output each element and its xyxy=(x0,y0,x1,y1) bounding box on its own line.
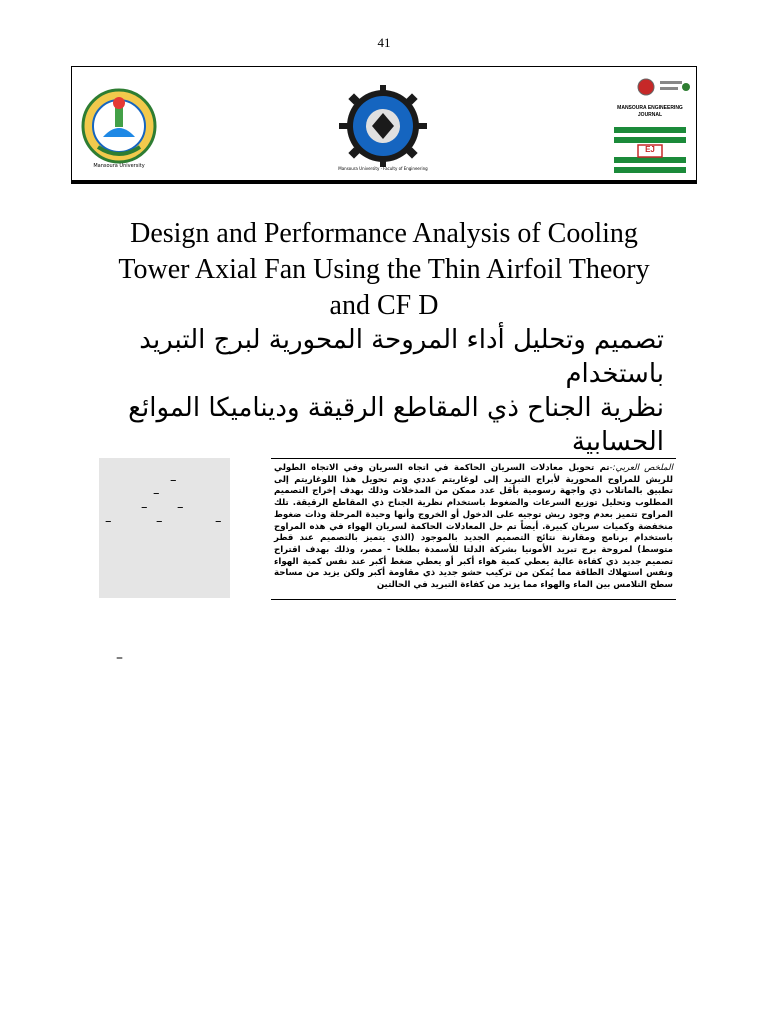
page-number: 41 xyxy=(377,35,391,50)
english-title xyxy=(70,216,698,324)
university-logo-icon xyxy=(78,81,160,171)
abstract-label: الملخص العربي:- xyxy=(609,463,674,473)
figure-mark: – xyxy=(177,500,184,515)
arabic-abstract xyxy=(271,458,676,600)
arabic-title-line-2: نظرية الجناح ذي المقاطع الرقيقة وديناميكا الموائع الحسابية xyxy=(128,393,664,457)
figure-mark: – xyxy=(105,514,112,529)
english-title-line-1: Design and Performance Analysis of Cooling xyxy=(130,218,638,249)
faculty-logo-text: Mansoura University · Faculty of Engineering xyxy=(338,166,428,171)
university-logo-text: Mansoura University xyxy=(93,163,145,169)
abstract-body xyxy=(271,459,676,592)
faculty-gear-logo-icon xyxy=(328,81,438,171)
journal-logo-block xyxy=(610,73,690,179)
journal-badge: EJ xyxy=(645,145,655,154)
journal-stripes-icon xyxy=(610,105,690,179)
english-title-line-2: Tower Axial Fan Using the Thin Airfoil Theory xyxy=(118,254,650,285)
figure-placeholder xyxy=(99,458,230,598)
figure-mark: – xyxy=(215,514,222,529)
english-title-line-3: and CF D xyxy=(329,290,439,321)
stray-mark: – xyxy=(116,650,123,666)
figure-mark: – xyxy=(156,514,163,529)
abstract-text: تم تحويل معادلات السريان الحاكمة في اتجاه السريان وفي الاتجاه الطولي للريش للمراوح المحورية لأبراج التبريد إلى لوغاريتم عددي وتم تحويل هذا اللوغاريتم إلى تطبيق بالماتلاب ذي واجهة رسومية بأقل عدد ممكن من المدخلات وذلك بهدف إخراج التصميم المطلوب وتحليل توزيع السرعات والضغوط باستخدام نظرية الجناح ذي المقاطع الرقيقة. تلك المراوح تتميز بعدم وجود ريش توجيه على الدخول أو الخروج وأنها وحيدة المرحلة وذات ضغوط منخفضة وكميات سريان كبيرة. أيضاً تم حل المعادلات الحاكمة لسريان الهواء في هذه المراوح باستخدام برنامج ومقارنة نتائج التصميم الجديد بالموجود (الذي يتميز بالتصميم عند قطر متوسط) لمروحة برج تبريد الأمونيا بشركة الدلتا للأسمدة بطلخا - مصر، وذلك بهدف اقتراح تصميم جديد ذي كفاءة عالية يعطي كمية هواء أكبر أو يعطي ضغط أكبر عند نفس كمية الهواء ونفس استهلاك الطاقة مما يُمكن من تركيب حشو جديد ذي مقاومة أكبر ولكن يزيد من مساحة سطح التلامس بين الماء والهواء مما يزيد من كفاءة التبريد في الحالتين xyxy=(274,463,673,591)
figure-mark: – xyxy=(141,500,148,515)
journal-emblem-icon xyxy=(610,73,690,101)
arabic-title-line-1: تصميم وتحليل أداء المروحة المحورية لبرج التبريد باستخدام xyxy=(139,325,664,389)
figure-mark: – xyxy=(153,486,160,501)
journal-name: MANSOURA ENGINEERING JOURNAL xyxy=(617,105,683,118)
arabic-title xyxy=(70,323,664,459)
journal-header-banner xyxy=(71,66,697,184)
figure-mark: – xyxy=(170,473,177,488)
